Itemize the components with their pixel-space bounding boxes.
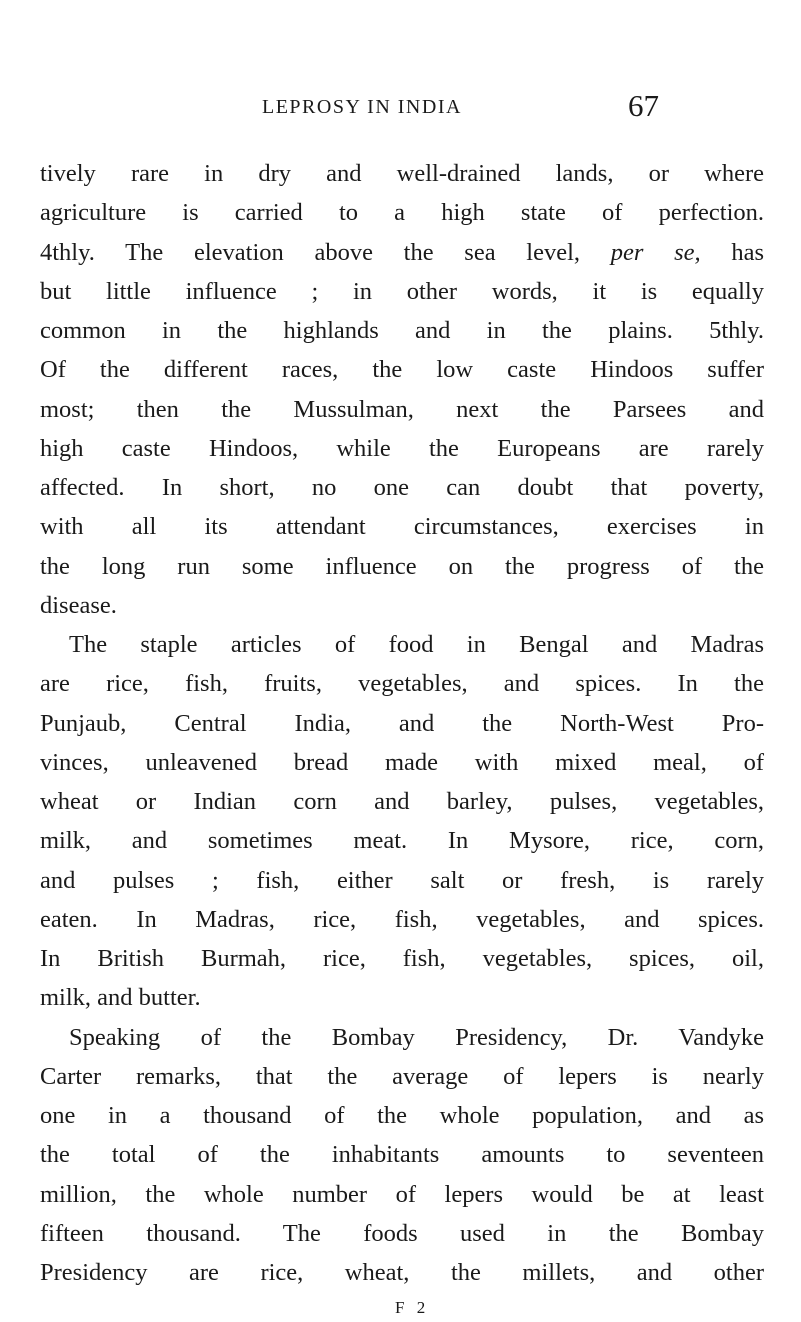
paragraph-end-line: disease.	[40, 591, 117, 619]
text-line: tively rare in dry and well-drained lands, or where	[40, 160, 764, 187]
text-line: agriculture is carried to a high state of perfection.	[40, 199, 764, 227]
text-line: are rice, fish, fruits, vegetables, and spices. In the	[40, 670, 764, 698]
text-run: has	[700, 238, 764, 266]
italic-phrase: per se,	[610, 238, 701, 266]
text-line: Of the different races, the low caste Hindoos suffer	[40, 356, 764, 384]
running-title: LEPROSY IN INDIA	[262, 96, 462, 118]
text-line: milk, and sometimes meat. In Mysore, rice, corn,	[40, 827, 764, 855]
text-line: million, the whole number of lepers would be at least	[40, 1180, 764, 1208]
text-line: vinces, unleavened bread made with mixed meal, of	[40, 748, 764, 776]
text-line: Carter remarks, that the average of lepers is nearly	[40, 1062, 764, 1090]
paragraph-start-line: The staple articles of food in Bengal and Madras	[69, 631, 764, 658]
text-line: wheat or Indian corn and barley, pulses, vegetables,	[40, 788, 764, 815]
text-line: common in the highlands and in the plains. 5thly.	[40, 317, 764, 344]
text-line: one in a thousand of the whole population, and as	[40, 1102, 764, 1129]
text-line: but little influence ; in other words, it is equally	[40, 277, 764, 305]
text-line: Presidency are rice, wheat, the millets, and other	[40, 1259, 764, 1286]
text-run: 4thly. The elevation above the sea level,	[40, 238, 611, 266]
paragraph-start-line: Speaking of the Bombay Presidency, Dr. Vandyke	[69, 1023, 764, 1051]
text-line: fifteen thousand. The foods used in the Bombay	[40, 1219, 764, 1247]
text-line: affected. In short, no one can doubt that poverty,	[40, 474, 764, 501]
text-line: most; then the Mussulman, next the Parsees and	[40, 395, 764, 423]
paragraph-end-line: milk, and butter.	[40, 984, 201, 1012]
running-head	[0, 88, 801, 128]
page-number: 67	[628, 88, 659, 123]
text-line: and pulses ; fish, either salt or fresh, is rarely	[40, 866, 764, 894]
text-line: eaten. In Madras, rice, fish, vegetables, and spices.	[40, 905, 764, 933]
text-line: the long run some influence on the progress of the	[40, 552, 764, 580]
text-line: with all its attendant circumstances, exercises in	[40, 513, 764, 541]
text-line: In British Burmah, rice, fish, vegetables, spices, oil,	[40, 945, 764, 972]
text-line-with-italic	[40, 237, 764, 269]
signature-mark: F 2	[395, 1298, 430, 1317]
text-line: the total of the inhabitants amounts to seventeen	[40, 1141, 764, 1169]
text-line: Punjaub, Central India, and the North-West Pro-	[40, 709, 764, 737]
text-line: high caste Hindoos, while the Europeans are rarely	[40, 434, 764, 462]
